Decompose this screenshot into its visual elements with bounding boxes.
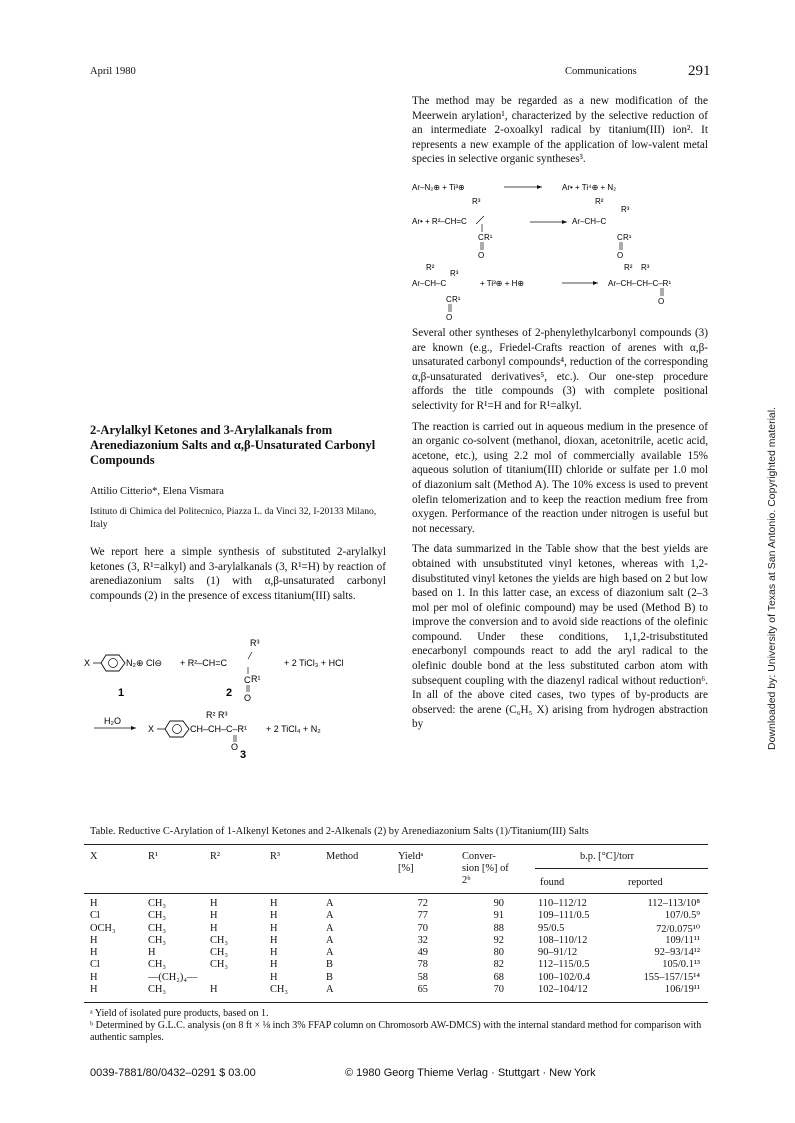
- eq2-o: O: [478, 251, 485, 260]
- right-paragraph-4: The data summarized in the Table show that the best yields are obtained with unsubstituted vinyl ketones, whereas with 1,2-disubstituted vinyl ketones the yields are high based on 2 but low based on 1. In this latter case, an excess of diazonium salt (2–3 mol per mol of olefinic compound) may be used (Method B) to improve the conversion and to avoid side reactions of the olefinic compound. Under these conditions, 1,1,2-trisubstituted enecarbonyl compounds react to add the aryl radical to the olefinic double bond at the less substituted carbon atom with subsequent coupling with the diazenyl radical without reduction⁶. In all of the above cited cases, two types of by-products are observed: the arene (C₆H₅ X) arising from hydrogen abstraction by: [412, 543, 708, 731]
- eq3-left: Ar–CH–C: [412, 279, 447, 288]
- table-caption: Table. Reductive C-Arylation of 1-Alkenyl Ketones and 2-Alkenals (2) by Arenediazonium Salts (1)/Titanium(III) Salts: [90, 826, 589, 837]
- article-affiliation: Istituto di Chimica del Politecnico, Piazza L. da Vinci 32, I-20133 Milano, Italy: [90, 506, 377, 530]
- table-cell: 82: [493, 959, 504, 971]
- table-cell: 70: [417, 922, 428, 934]
- table-cell: CH₃: [210, 959, 229, 971]
- table-cell: 107/0.5⁹: [664, 910, 700, 922]
- col-header-x: X: [90, 851, 98, 862]
- eq1-right: Ar• + Ti⁴⊕ + N₂: [562, 183, 617, 192]
- table-cell: CH₃: [148, 898, 167, 909]
- table-cell: 49: [417, 947, 428, 959]
- right-paragraph-3: The reaction is carried out in aqueous medium in the presence of an organic co-solvent (methanol, dioxan, acetonitrile, acetic acid, acetone, etc.), using 2.2 mol of commercially available 15% aqueous solution of titanium(III) chloride or sulfate per 1.0 mol of diazonium salt (Method A). The 10% excess is used to prevent olefin telomerization and to keep the reaction medium free from oxygen. Performance of the reaction under nitrogen is useful but not necessary.: [412, 420, 708, 535]
- footer-copyright: © 1980 Georg Thieme Verlag · Stuttgart · New York: [345, 1067, 596, 1079]
- table-cell: H: [270, 947, 278, 959]
- benzene-ring-icon: [101, 655, 125, 671]
- table-row: [86, 959, 704, 971]
- table-cell: Cl: [90, 910, 100, 922]
- scheme-x2: X: [148, 724, 155, 734]
- table-cell: 109/11¹¹: [665, 934, 700, 946]
- label-compound-1: 1: [118, 687, 125, 699]
- scheme-h2o: H₂O: [104, 716, 121, 726]
- eq2-r1: R¹: [484, 233, 493, 242]
- eq2-c: C: [478, 233, 484, 242]
- table-cell: 78: [417, 959, 428, 971]
- scheme-o: O: [244, 693, 252, 703]
- eq3-plus: + Ti³⊕ + H⊕: [480, 279, 525, 288]
- scheme-n2cl: N₂⊕ Cl⊖: [126, 658, 163, 668]
- table-top-rule: [84, 844, 708, 845]
- col-header-r1: R¹: [148, 851, 159, 862]
- scheme-reagents: + 2 TiCl₃ + HCl: [284, 658, 344, 668]
- download-notice: Downloaded by: University of Texas at San Antonio. Copyrighted material.: [766, 407, 778, 750]
- eq3-r3: R³: [450, 269, 459, 278]
- table-body: [86, 898, 704, 996]
- table-cell: CH₃: [148, 959, 167, 971]
- table-cell: CH₃: [270, 984, 289, 996]
- col-header-yield: Yieldᵃ [%]: [398, 851, 424, 874]
- eq1-left: Ar–N₂⊕ + Ti³⊕: [412, 183, 465, 192]
- scheme-o2: O: [231, 742, 239, 752]
- col-header-found: found: [540, 877, 565, 888]
- table-cell: CH₃: [148, 922, 167, 934]
- eq3-right: Ar–CH–CH–C–R¹: [608, 279, 672, 288]
- table-cell: 109–111/0.5: [538, 910, 590, 922]
- table-cell: CH₃: [148, 910, 167, 922]
- table-cell: 72: [417, 898, 428, 909]
- scheme-x: X: [84, 658, 91, 668]
- table-cell: H: [90, 898, 98, 909]
- right-intro-paragraph: The method may be regarded as a new modification of the Meerwein arylation¹, characterized by the selective reduction of an intermediate 2-oxoalkyl radical by titanium(III) ion². It represents a new example of the application of low-valent metal species in selective organic syntheses³.: [412, 95, 708, 166]
- table-row: [86, 935, 704, 947]
- table-cell: H: [210, 984, 218, 996]
- scheme-r3: R³: [250, 638, 260, 648]
- scheme-c: C: [244, 675, 251, 685]
- benzene-ring-icon-2: [165, 721, 189, 737]
- table-cell: CH₃: [210, 947, 229, 959]
- scheme-r1: R¹: [251, 674, 261, 684]
- table-row: [86, 947, 704, 959]
- table-cell: A: [326, 934, 334, 946]
- table-row: [86, 923, 704, 935]
- table-row: [86, 972, 704, 984]
- table-cell: H: [270, 971, 278, 983]
- table-cell: 155–157/15¹⁴: [643, 971, 700, 983]
- table-cell: H: [270, 898, 278, 909]
- eq2-o2: O: [617, 251, 624, 260]
- table-bottom-rule: [84, 1002, 708, 1003]
- eq3-r3b: R³: [641, 263, 650, 272]
- footer-code: 0039-7881/80/0432–0291 $ 03.00: [90, 1067, 256, 1079]
- table-cell: H: [148, 947, 156, 959]
- table-cell: —(CH₂)₄—: [148, 971, 198, 983]
- table-cell: 100–102/0.4: [538, 971, 591, 983]
- table-cell: H: [210, 898, 218, 909]
- article-title: 2-Arylalkyl Ketones and 3-Arylalkanals from Arenediazonium Salts and α,β-Unsaturated Carbonyl Compounds: [90, 423, 376, 467]
- eq2-r3b: R³: [621, 205, 630, 214]
- table-cell: 108–110/12: [538, 934, 588, 946]
- table-cell: CH₃: [210, 934, 229, 946]
- article-authors: Attilio Citterio*, Elena Vismara: [90, 486, 224, 497]
- label-compound-2: 2: [226, 687, 233, 699]
- table-cell: 102–104/12: [538, 984, 588, 996]
- table-cell: B: [326, 959, 333, 971]
- table-cell: H: [210, 910, 218, 922]
- table-cell: H: [270, 959, 278, 971]
- table-cell: 77: [417, 910, 428, 922]
- table-row: [86, 984, 704, 996]
- table-cell: CH₃: [148, 984, 167, 996]
- table-cell: H: [90, 971, 98, 983]
- table-row: [86, 898, 704, 910]
- table-cell: 90–91/12: [538, 947, 578, 959]
- scheme-product: CH–CH–C–R¹: [190, 724, 248, 734]
- eq2-c2: C: [617, 233, 623, 242]
- table-cell: 91: [493, 910, 504, 922]
- table-cell: OCH₃: [90, 922, 116, 934]
- table-cell: H: [90, 947, 98, 959]
- eq2-r2: R²: [595, 197, 604, 206]
- table-cell: 112–113/10⁸: [647, 898, 700, 909]
- table-cell: 58: [417, 971, 428, 983]
- scheme-byproducts: + 2 TiCl₄ + N₂: [266, 724, 321, 734]
- bp-subheader-rule: [535, 868, 708, 869]
- table-cell: H: [210, 922, 218, 934]
- table-cell: [206, 972, 266, 984]
- table-cell: B: [326, 971, 333, 983]
- article-abstract: We report here a simple synthesis of substituted 2-arylalkyl ketones (3, R¹=alkyl) and 3-arylalkanals (3, R¹=H) by reaction of arenediazonium salts (1) with α,β-unsaturated carbonyl compounds (2) in the presence of excess titanium(III) salts.: [90, 546, 386, 602]
- table-cell: 95/0.5: [538, 922, 565, 934]
- mechanism-scheme: [412, 176, 712, 324]
- table-cell: A: [326, 898, 334, 909]
- eq3-c: C: [446, 295, 452, 304]
- table-cell: 70: [493, 984, 504, 996]
- footnote-b: ᵇ Determined by G.L.C. analysis (on 8 ft × ⅛ inch 3% FFAP column on Chromosorb AW-DMCS) with the internal standard method for comparison with authentic samples.: [90, 1020, 702, 1043]
- header-section: Communications: [565, 66, 637, 77]
- reaction-scheme: [84, 634, 404, 764]
- table-cell: 80: [493, 947, 504, 959]
- scheme-r2r3: R² R³: [206, 710, 228, 720]
- table-cell: 65: [417, 984, 428, 996]
- col-header-bp: b.p. [°C]/torr: [580, 851, 635, 862]
- table-cell: 32: [417, 934, 428, 946]
- table-cell: 105/0.1¹³: [662, 959, 700, 971]
- table-row: [86, 910, 704, 922]
- eq3-o: O: [446, 313, 453, 322]
- table-cell: H: [90, 934, 98, 946]
- col-header-r2: R²: [210, 851, 221, 862]
- table-cell: H: [90, 984, 98, 996]
- table-cell: 112–115/0.5: [538, 959, 590, 971]
- col-header-reported: reported: [628, 877, 663, 888]
- table-cell: A: [326, 947, 334, 959]
- col-header-r3: R³: [270, 851, 281, 862]
- table-cell: A: [326, 910, 334, 922]
- table-cell: 106/19¹¹: [664, 984, 700, 996]
- eq2-r3: R³: [472, 197, 481, 206]
- table-cell: Cl: [90, 959, 100, 971]
- table-cell: H: [270, 922, 278, 934]
- page-number: 291: [688, 63, 711, 79]
- header-date: April 1980: [90, 66, 136, 77]
- table-cell: 92–93/14¹²: [654, 947, 700, 959]
- table-cell: 90: [493, 898, 504, 909]
- table-cell: CH₃: [148, 934, 167, 946]
- table-cell: 92: [493, 934, 504, 946]
- eq2-left: Ar• + R²–CH=C: [412, 217, 467, 226]
- table-cell: A: [326, 984, 334, 996]
- col-header-method: Method: [326, 851, 359, 862]
- table-cell: H: [270, 910, 278, 922]
- right-paragraph-2: Several other syntheses of 2-phenylethylcarbonyl compounds (3) are known (e.g., Friedel-Crafts reaction of arenes with α,β-unsaturated carbonyl compounds⁴, reduction of the corresponding α,β-unsaturated derivatives⁵, etc.). Our one-step procedure affords the title compounds (3) with complete positional selectivity for R¹=H and for R¹=alkyl.: [412, 327, 708, 412]
- table-cell: H: [270, 934, 278, 946]
- col-header-conversion: Conver-sion [%] of 2ᵇ: [462, 851, 509, 886]
- label-compound-3: 3: [240, 749, 247, 761]
- table-cell: A: [326, 922, 334, 934]
- table-cell: 110–112/12: [538, 898, 587, 909]
- table-cell: 68: [493, 971, 504, 983]
- table-header-rule: [84, 893, 708, 894]
- eq3-r2: R²: [426, 263, 435, 272]
- table-cell: 88: [493, 922, 504, 934]
- eq3-r2b: R²: [624, 263, 633, 272]
- scheme-plus-olefin: + R²–CH=C: [180, 658, 228, 668]
- eq2-r1b: R¹: [623, 233, 632, 242]
- eq3-o2: O: [658, 297, 665, 306]
- footnote-a: ᵃ Yield of isolated pure products, based on 1.: [90, 1008, 269, 1019]
- eq2-right: Ar–CH–C: [572, 217, 607, 226]
- eq3-r1: R¹: [452, 295, 461, 304]
- table-cell: 72/0.075¹⁰: [656, 923, 700, 935]
